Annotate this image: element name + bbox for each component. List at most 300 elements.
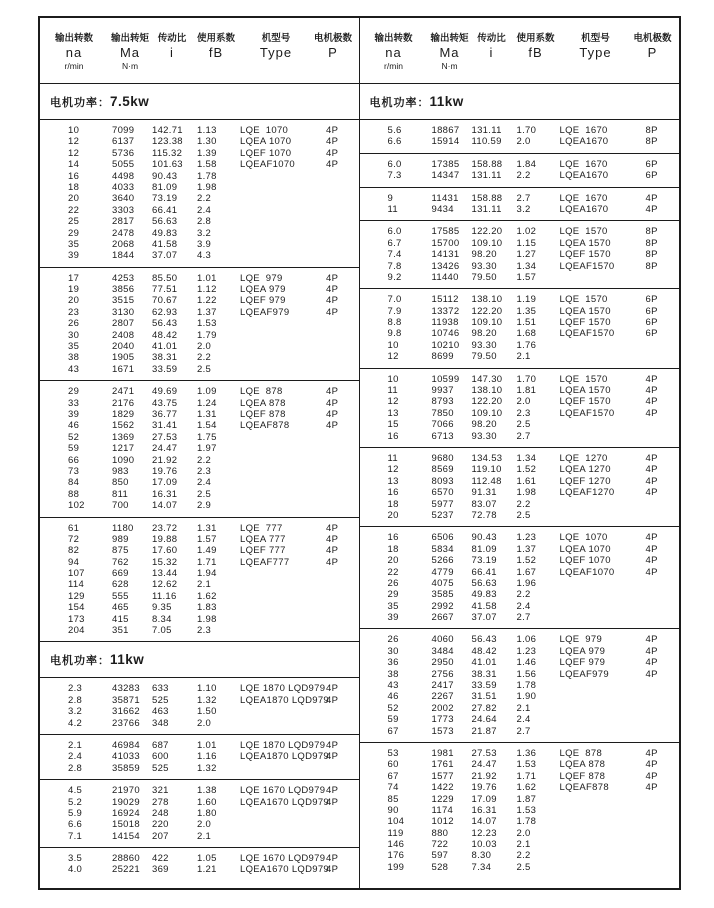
column-header-na [42, 30, 106, 71]
type-cell [560, 839, 646, 850]
ma-cell: 2817 [112, 216, 135, 228]
p-cell: 4P [645, 532, 658, 544]
fb-cell: 3.9 [197, 238, 212, 250]
i-cell: 27.53 [152, 431, 178, 443]
fb-cell: 1.23 [516, 532, 537, 544]
na-cell: 12 [68, 136, 80, 148]
ma-cell: 2267 [431, 691, 454, 703]
p-cell: 4P [326, 420, 339, 432]
i-cell: 66.41 [152, 204, 178, 216]
type-cell [240, 500, 326, 511]
column-label-cn: 输出转数 [54, 33, 93, 44]
ma-cell: 2068 [112, 238, 135, 250]
p-cell [646, 589, 677, 600]
fb-cell: 2.2 [516, 498, 531, 510]
type-cell: LQEF 1270 [559, 475, 611, 487]
ma-cell: 9937 [431, 385, 454, 397]
table-row [40, 136, 359, 147]
na-cell: 8.8 [387, 317, 402, 329]
p-cell: 4P [326, 545, 339, 557]
na-cell: 38 [387, 668, 399, 680]
fb-cell: 1.37 [516, 543, 537, 555]
p-cell: 4P [645, 782, 658, 794]
i-cell: 41.58 [471, 600, 497, 612]
type-cell: LQEA1670 [559, 136, 609, 148]
ma-cell: 15018 [112, 819, 140, 831]
right-table-body [360, 84, 680, 888]
type-cell: LQE 1670 [559, 192, 608, 204]
p-cell: 4P [645, 566, 658, 578]
p-cell: 4P [645, 373, 658, 385]
fb-cell: 1.32 [197, 762, 217, 774]
fb-cell: 1.53 [516, 759, 537, 771]
i-cell: 138.10 [471, 294, 503, 306]
na-cell: 14 [68, 159, 80, 171]
fb-cell: 2.4 [516, 600, 531, 612]
ma-cell: 3484 [431, 645, 454, 657]
i-cell: 23.72 [152, 522, 178, 534]
table-row [40, 125, 359, 136]
ma-cell: 7850 [431, 407, 454, 419]
p-cell [326, 808, 357, 819]
i-cell: 112.48 [471, 475, 502, 487]
p-cell [326, 591, 357, 602]
na-cell: 102 [68, 500, 85, 512]
fb-cell: 2.2 [197, 193, 212, 205]
table-row [40, 808, 359, 819]
table-row [360, 193, 680, 204]
i-cell: 13.44 [152, 568, 178, 580]
p-cell: 4P [326, 295, 339, 307]
type-cell [240, 193, 326, 204]
i-cell: 7.05 [152, 625, 172, 637]
ma-cell: 3856 [112, 284, 135, 296]
na-cell: 88 [68, 488, 80, 500]
i-cell: 463 [152, 706, 169, 718]
ma-cell: 1577 [431, 770, 454, 782]
ma-cell: 18867 [431, 125, 460, 136]
na-cell: 67 [387, 725, 399, 737]
table-row [40, 318, 359, 329]
data-block [360, 188, 680, 222]
ma-cell: 1174 [431, 804, 454, 816]
ma-cell: 43283 [112, 683, 140, 695]
table-row [40, 295, 359, 306]
table-row [360, 634, 680, 645]
ma-cell: 1671 [112, 363, 135, 375]
na-cell: 2.1 [68, 739, 83, 751]
motor-power-label: 电机功率： [369, 96, 430, 109]
ma-cell: 2040 [112, 341, 135, 353]
i-cell: 91.31 [471, 487, 497, 499]
ma-cell: 1981 [431, 747, 454, 759]
fb-cell: 1.78 [516, 680, 537, 692]
ma-cell: 1562 [112, 420, 135, 432]
table-row [40, 523, 359, 534]
table-row [360, 714, 680, 725]
type-cell: LQEA 1070 [559, 543, 611, 555]
table-row [40, 284, 359, 295]
table-row [360, 816, 680, 827]
p-cell: 8P [645, 260, 658, 272]
p-cell [326, 364, 357, 375]
data-block [40, 848, 359, 888]
p-cell [646, 431, 677, 442]
ma-cell: 4075 [431, 577, 454, 589]
i-cell: 119.10 [471, 464, 502, 476]
type-cell: LQEF 979 [240, 295, 286, 307]
ma-cell: 16924 [112, 807, 140, 819]
p-cell: 4P [326, 796, 339, 808]
i-cell: 48.42 [471, 645, 497, 657]
fb-cell: 1.70 [516, 373, 537, 385]
type-cell: LQEA 1570 [559, 237, 611, 249]
i-cell: 73.19 [152, 193, 178, 205]
motor-power-value: 7.5kw [110, 94, 150, 109]
fb-cell: 1.80 [197, 807, 217, 819]
table-row [40, 432, 359, 443]
fb-cell: 2.5 [516, 419, 531, 431]
na-cell: 84 [68, 477, 80, 489]
table-row [360, 159, 680, 170]
i-cell: 41.01 [152, 341, 178, 353]
table-row [40, 307, 359, 318]
p-cell [646, 828, 677, 839]
table-row [360, 544, 680, 555]
data-block [40, 735, 359, 780]
column-label-cn: 输出转矩 [430, 33, 469, 44]
ma-cell: 31662 [112, 706, 140, 718]
column-header-p [630, 30, 676, 71]
p-cell [646, 816, 677, 827]
na-cell: 66 [68, 454, 80, 466]
fb-cell: 2.1 [197, 830, 212, 842]
type-cell: LQEA 979 [559, 645, 606, 657]
table-row [40, 853, 359, 864]
ma-cell: 15914 [431, 136, 460, 148]
p-cell [646, 805, 677, 816]
type-cell [560, 601, 646, 612]
i-cell: 21.92 [152, 454, 178, 466]
i-cell: 19.76 [471, 782, 497, 794]
ma-cell: 21970 [112, 785, 140, 797]
ma-cell: 1761 [431, 759, 454, 771]
type-cell [560, 726, 646, 737]
fb-cell: 2.4 [516, 714, 531, 726]
ma-cell: 2950 [431, 657, 454, 669]
fb-cell: 1.39 [197, 147, 217, 159]
table-row [360, 839, 680, 850]
table-row [360, 657, 680, 668]
ma-cell: 465 [112, 602, 129, 614]
na-cell: 59 [387, 714, 399, 726]
i-cell: 131.11 [471, 203, 502, 215]
fb-cell: 1.76 [516, 339, 537, 351]
fb-cell: 1.16 [197, 751, 217, 763]
type-cell [560, 589, 646, 600]
table-row [40, 330, 359, 341]
table-row [360, 601, 680, 612]
table-row [360, 703, 680, 714]
column-unit: N·m [121, 61, 139, 71]
na-cell: 11 [387, 385, 398, 397]
type-cell: LQEAF1270 [559, 487, 615, 499]
table-row [360, 261, 680, 272]
na-cell: 9 [387, 192, 394, 204]
type-cell: LQEA 1070 [240, 136, 292, 148]
fb-cell: 1.15 [516, 237, 537, 249]
column-header-type [242, 30, 310, 71]
fb-cell: 2.7 [516, 612, 531, 624]
ma-cell: 3515 [112, 295, 135, 307]
type-cell [560, 828, 646, 839]
p-cell: 4P [326, 147, 339, 159]
ma-cell: 2417 [431, 680, 454, 692]
na-cell: 29 [387, 589, 399, 601]
p-cell [646, 703, 677, 714]
i-cell: 9.35 [152, 602, 172, 614]
na-cell: 104 [387, 816, 405, 828]
fb-cell: 1.31 [197, 522, 217, 534]
fb-cell: 1.61 [516, 475, 537, 487]
na-cell: 35 [68, 238, 80, 250]
na-cell: 60 [387, 759, 399, 771]
i-cell: 12.62 [152, 579, 178, 591]
i-cell: 83.07 [471, 498, 497, 510]
na-cell: 15 [387, 419, 399, 431]
gear-motor-spec-table [38, 16, 681, 890]
na-cell: 46 [68, 420, 80, 432]
p-cell [326, 763, 357, 774]
na-cell: 119 [387, 827, 404, 839]
i-cell: 49.83 [152, 227, 178, 239]
column-label-cn: 机型号 [261, 33, 291, 44]
table-row [360, 589, 680, 600]
table-row [40, 193, 359, 204]
i-cell: 62.93 [152, 306, 178, 318]
i-cell: 27.53 [471, 747, 497, 759]
p-cell [326, 443, 357, 454]
fb-cell: 1.34 [516, 452, 537, 464]
type-cell [240, 625, 326, 636]
na-cell: 82 [68, 545, 80, 557]
na-cell: 23 [68, 306, 80, 318]
ma-cell: 983 [112, 465, 129, 477]
i-cell: 72.78 [471, 509, 497, 521]
na-cell: 61 [68, 522, 80, 534]
ma-cell: 5055 [112, 159, 135, 171]
type-cell [240, 591, 326, 602]
p-cell: 4P [645, 634, 658, 646]
ma-cell: 4253 [112, 272, 135, 284]
type-cell [240, 477, 326, 488]
p-cell [646, 680, 677, 691]
table-row [360, 294, 680, 305]
type-cell [240, 808, 326, 819]
ma-cell: 875 [112, 545, 129, 557]
ma-cell: 4498 [112, 170, 135, 182]
na-cell: 11 [387, 203, 398, 215]
column-header-p [310, 30, 356, 71]
fb-cell: 1.70 [516, 125, 537, 136]
p-cell: 8P [645, 237, 658, 249]
type-cell: LQEA 878 [559, 759, 606, 771]
ma-cell: 8569 [431, 464, 454, 476]
table-row [360, 272, 680, 283]
ma-cell: 1573 [431, 725, 454, 737]
table-row [40, 602, 359, 613]
table-row [40, 455, 359, 466]
p-cell: 4P [645, 645, 658, 657]
type-cell: LQE 1870 LQD979 [240, 739, 326, 751]
type-cell [560, 431, 646, 442]
na-cell: 53 [387, 747, 399, 759]
p-cell [646, 510, 677, 521]
motor-power-label: 电机功率： [50, 96, 110, 109]
table-row [360, 226, 680, 237]
na-cell: 12 [387, 351, 399, 363]
p-cell: 4P [326, 136, 339, 148]
column-header-right [360, 18, 680, 84]
na-cell: 30 [387, 645, 399, 657]
i-cell: 220 [152, 819, 169, 831]
ma-cell: 3303 [112, 204, 135, 216]
i-cell: 14.07 [471, 816, 497, 828]
type-cell: LQEAF878 [240, 420, 290, 432]
type-cell: LQE 1570 [559, 294, 608, 306]
fb-cell: 1.87 [516, 793, 537, 805]
column-header-i [154, 30, 190, 71]
p-cell [326, 568, 357, 579]
p-cell: 4P [645, 668, 658, 680]
fb-cell: 1.90 [516, 691, 537, 703]
p-cell [326, 466, 357, 477]
table-row [360, 646, 680, 657]
type-cell: LQE 1870 LQD979 [240, 683, 326, 695]
fb-cell: 2.1 [516, 351, 531, 363]
type-cell [240, 466, 326, 477]
ma-cell: 41033 [112, 751, 140, 763]
fb-cell: 2.0 [197, 341, 212, 353]
data-block [40, 678, 359, 735]
na-cell: 4.0 [68, 864, 83, 876]
fb-cell: 1.71 [516, 770, 537, 782]
p-cell: 4P [326, 785, 339, 797]
i-cell: 85.50 [152, 272, 178, 284]
i-cell: 24.64 [471, 714, 497, 726]
p-cell [326, 625, 357, 636]
fb-cell: 1.31 [197, 408, 217, 420]
ma-cell: 35871 [112, 694, 140, 706]
p-cell: 6P [645, 328, 658, 340]
left-table-body [40, 84, 359, 888]
table-row [40, 466, 359, 477]
fb-cell: 2.5 [197, 363, 212, 375]
column-header-left [40, 18, 359, 84]
p-cell: 8P [645, 226, 658, 238]
ma-cell: 6713 [431, 430, 454, 442]
ma-cell: 555 [112, 590, 129, 602]
i-cell: 38.31 [471, 668, 497, 680]
fb-cell: 1.78 [516, 816, 537, 828]
i-cell: 122.20 [471, 226, 503, 238]
fb-cell: 1.58 [197, 159, 217, 171]
i-cell: 122.20 [471, 396, 503, 408]
type-cell [240, 579, 326, 590]
table-row [360, 805, 680, 816]
na-cell: 7.4 [387, 249, 402, 261]
type-cell [560, 850, 646, 861]
fb-cell: 1.05 [197, 853, 217, 865]
type-cell [560, 703, 646, 714]
table-row [360, 726, 680, 737]
fb-cell: 2.5 [516, 509, 531, 521]
na-cell: 67 [387, 770, 399, 782]
ma-cell: 2756 [431, 668, 454, 680]
i-cell: 33.59 [471, 680, 497, 692]
type-cell [560, 419, 646, 430]
fb-cell: 1.57 [197, 533, 217, 545]
p-cell [326, 171, 357, 182]
table-row [360, 340, 680, 351]
table-row [40, 420, 359, 431]
na-cell: 43 [68, 363, 80, 375]
fb-cell: 1.01 [197, 739, 217, 751]
fb-cell: 1.94 [197, 568, 217, 580]
i-cell: 278 [152, 796, 169, 808]
type-cell [560, 794, 646, 805]
p-cell [646, 419, 677, 430]
table-row [360, 782, 680, 793]
na-cell: 6.6 [68, 819, 83, 831]
table-row [40, 718, 359, 729]
i-cell: 123.38 [152, 136, 183, 148]
ma-cell: 4060 [431, 634, 454, 646]
p-cell [326, 500, 357, 511]
fb-cell: 1.30 [197, 136, 217, 148]
na-cell: 5.6 [387, 125, 402, 136]
type-cell: LQE 979 [559, 634, 603, 646]
i-cell: 138.10 [471, 385, 503, 397]
table-row [40, 797, 359, 808]
type-cell: LQEA1870 LQD979 [240, 751, 330, 763]
type-cell: LQEA1870 LQD979 [240, 694, 330, 706]
p-cell: 4P [326, 556, 339, 568]
type-cell [240, 432, 326, 443]
ma-cell: 989 [112, 533, 129, 545]
table-row [360, 396, 680, 407]
fb-cell: 1.62 [516, 782, 537, 794]
column-unit: r/min [64, 61, 84, 71]
type-cell: LQEA 979 [240, 284, 286, 296]
p-cell [326, 330, 357, 341]
table-row [360, 136, 680, 147]
type-cell [560, 805, 646, 816]
na-cell: 90 [387, 804, 399, 816]
p-cell: 4P [326, 751, 339, 763]
na-cell: 38 [68, 352, 80, 364]
column-label-cn: 使用系数 [516, 33, 555, 44]
i-cell: 10.03 [471, 839, 497, 851]
type-cell: LQEA1670 [559, 203, 609, 215]
ma-cell: 5736 [112, 147, 135, 159]
table-row [40, 763, 359, 774]
na-cell: 3.5 [68, 853, 83, 865]
ma-cell: 1180 [112, 522, 134, 534]
na-cell: 2.3 [68, 683, 83, 695]
data-block [360, 221, 680, 289]
fb-cell: 1.54 [197, 420, 217, 432]
